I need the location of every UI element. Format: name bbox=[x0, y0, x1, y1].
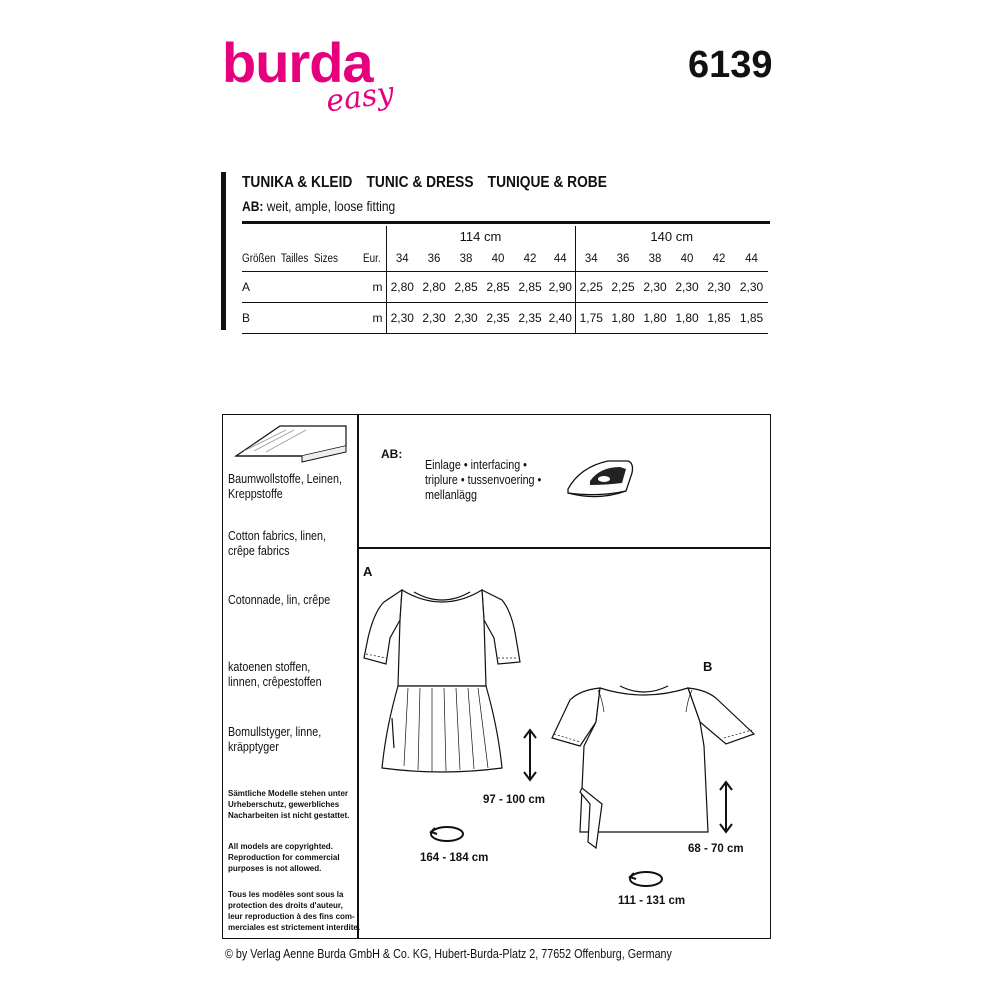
fabric-en bbox=[228, 529, 342, 559]
size-cell: 40 bbox=[671, 246, 703, 272]
copyright-line: All models are copyrighted. bbox=[228, 842, 333, 851]
top-b-illustration bbox=[550, 672, 772, 850]
copyright-line: Nacharbeiten ist nicht gestattet. bbox=[228, 811, 350, 820]
table-row bbox=[242, 272, 768, 303]
interfacing-line: mellanlägg bbox=[425, 488, 478, 502]
copyright-line: Tous les modèles sont sous la bbox=[228, 890, 344, 899]
width-140: 140 cm bbox=[575, 226, 768, 246]
value-cell: 2,30 bbox=[639, 272, 671, 303]
value-cell: 2,80 bbox=[386, 272, 418, 303]
fabric-line: Kreppstoffe bbox=[228, 487, 283, 501]
yardage-table bbox=[242, 226, 768, 334]
table-rule bbox=[242, 221, 770, 224]
pattern-title bbox=[242, 174, 617, 192]
fabric-line: Cotton fabrics, linen, bbox=[228, 529, 326, 543]
subtitle-text: weit, ample, loose fitting bbox=[266, 198, 396, 214]
size-cell: 40 bbox=[482, 246, 514, 272]
dress-a-illustration bbox=[362, 578, 522, 783]
view-b-length: 68 - 70 cm bbox=[688, 843, 744, 855]
copyright-en bbox=[228, 841, 340, 874]
row-view: A bbox=[242, 272, 360, 303]
copyright-line: purposes is not allowed. bbox=[228, 864, 322, 873]
value-cell: 2,30 bbox=[386, 303, 418, 334]
length-arrow-icon bbox=[716, 778, 736, 836]
value-cell: 1,80 bbox=[607, 303, 639, 334]
row-unit: m bbox=[360, 272, 386, 303]
subtitle-prefix: AB: bbox=[242, 198, 264, 214]
size-cell: 38 bbox=[639, 246, 671, 272]
fabric-line: Bomullstyger, linne, bbox=[228, 725, 322, 739]
value-cell: 1,80 bbox=[671, 303, 703, 334]
view-a-length: 97 - 100 cm bbox=[483, 794, 546, 806]
value-cell: 2,80 bbox=[418, 272, 450, 303]
size-label: Größen Tailles Sizes bbox=[242, 252, 339, 265]
eur-label: Eur. bbox=[362, 252, 381, 265]
value-cell: 2,90 bbox=[546, 272, 575, 303]
interfacing-views: AB: bbox=[381, 447, 403, 461]
row-unit: m bbox=[360, 303, 386, 334]
value-cell: 1,75 bbox=[575, 303, 607, 334]
value-cell: 1,85 bbox=[735, 303, 768, 334]
copyright-line: Reproduction for commercial bbox=[228, 853, 340, 862]
fabric-line: kräpptyger bbox=[228, 740, 279, 754]
value-cell: 1,85 bbox=[703, 303, 735, 334]
size-cell: 42 bbox=[703, 246, 735, 272]
value-cell: 2,25 bbox=[575, 272, 607, 303]
view-a-label: A bbox=[363, 564, 373, 579]
hip-measure-icon bbox=[427, 822, 469, 848]
fabric-line: crêpe fabrics bbox=[228, 544, 290, 558]
copyright-fr bbox=[228, 889, 360, 933]
value-cell: 2,30 bbox=[450, 303, 482, 334]
fabric-roll-icon bbox=[230, 420, 352, 466]
fabric-line: katoenen stoffen, bbox=[228, 660, 311, 674]
title-de: TUNIKA & KLEID bbox=[242, 174, 353, 191]
size-cell: 44 bbox=[735, 246, 768, 272]
row-view: B bbox=[242, 303, 360, 334]
interfacing-text bbox=[425, 458, 560, 503]
copyright-line: merciales est strictement interdite. bbox=[228, 923, 361, 932]
value-cell: 2,85 bbox=[482, 272, 514, 303]
pattern-subtitle bbox=[242, 198, 395, 214]
value-cell: 2,40 bbox=[546, 303, 575, 334]
size-cell: 42 bbox=[514, 246, 546, 272]
value-cell: 2,25 bbox=[607, 272, 639, 303]
panel-divider-horizontal bbox=[357, 547, 771, 549]
table-row bbox=[242, 303, 768, 334]
size-cell: 38 bbox=[450, 246, 482, 272]
value-cell: 2,35 bbox=[514, 303, 546, 334]
fabric-sv bbox=[228, 725, 336, 755]
copyright-line: Urheberschutz, gewerbliches bbox=[228, 800, 340, 809]
copyright-line: protection des droits d'auteur, bbox=[228, 901, 343, 910]
copyright-line: leur reproduction à des fins com- bbox=[228, 912, 355, 921]
iron-icon bbox=[560, 455, 640, 505]
size-cell: 34 bbox=[575, 246, 607, 272]
title-en: TUNIC & DRESS bbox=[366, 174, 474, 191]
value-cell: 2,30 bbox=[418, 303, 450, 334]
value-cell: 1,80 bbox=[639, 303, 671, 334]
length-arrow-icon bbox=[520, 726, 540, 784]
value-cell: 2,85 bbox=[450, 272, 482, 303]
burda-logo: burda bbox=[222, 31, 373, 94]
easy-logo: easy bbox=[323, 75, 397, 120]
value-cell: 2,30 bbox=[671, 272, 703, 303]
copyright-de bbox=[228, 788, 349, 821]
fabric-de bbox=[228, 472, 361, 502]
size-cell: 36 bbox=[418, 246, 450, 272]
fabric-line: Baumwollstoffe, Leinen, bbox=[228, 472, 342, 486]
pattern-number: 6139 bbox=[688, 44, 773, 86]
value-cell: 2,35 bbox=[482, 303, 514, 334]
fabric-fr bbox=[228, 593, 347, 608]
view-b-label: B bbox=[703, 659, 713, 674]
size-cell: 44 bbox=[546, 246, 575, 272]
fabric-line: linnen, crêpestoffen bbox=[228, 675, 322, 689]
title-fr: TUNIQUE & ROBE bbox=[487, 174, 607, 191]
width-114: 114 cm bbox=[386, 226, 575, 246]
copyright-line: Sämtliche Modelle stehen unter bbox=[228, 789, 349, 798]
value-cell: 2,30 bbox=[735, 272, 768, 303]
interfacing-line: triplure • tussenvoering • bbox=[425, 473, 542, 487]
size-cell: 34 bbox=[386, 246, 418, 272]
header-bar bbox=[221, 172, 226, 330]
interfacing-line: Einlage • interfacing • bbox=[425, 458, 527, 472]
value-cell: 2,85 bbox=[514, 272, 546, 303]
size-cell: 36 bbox=[607, 246, 639, 272]
fabric-nl bbox=[228, 660, 337, 690]
view-a-hip: 164 - 184 cm bbox=[420, 852, 489, 864]
fabric-line: Cotonnade, lin, crêpe bbox=[228, 593, 331, 607]
publisher-footer: © by Verlag Aenne Burda GmbH & Co. KG, Hubert-Burda-Platz 2, 77652 Offenburg, Germany bbox=[225, 947, 672, 961]
value-cell: 2,30 bbox=[703, 272, 735, 303]
view-b-hip: 111 - 131 cm bbox=[618, 895, 686, 907]
hip-measure-icon bbox=[626, 867, 668, 893]
